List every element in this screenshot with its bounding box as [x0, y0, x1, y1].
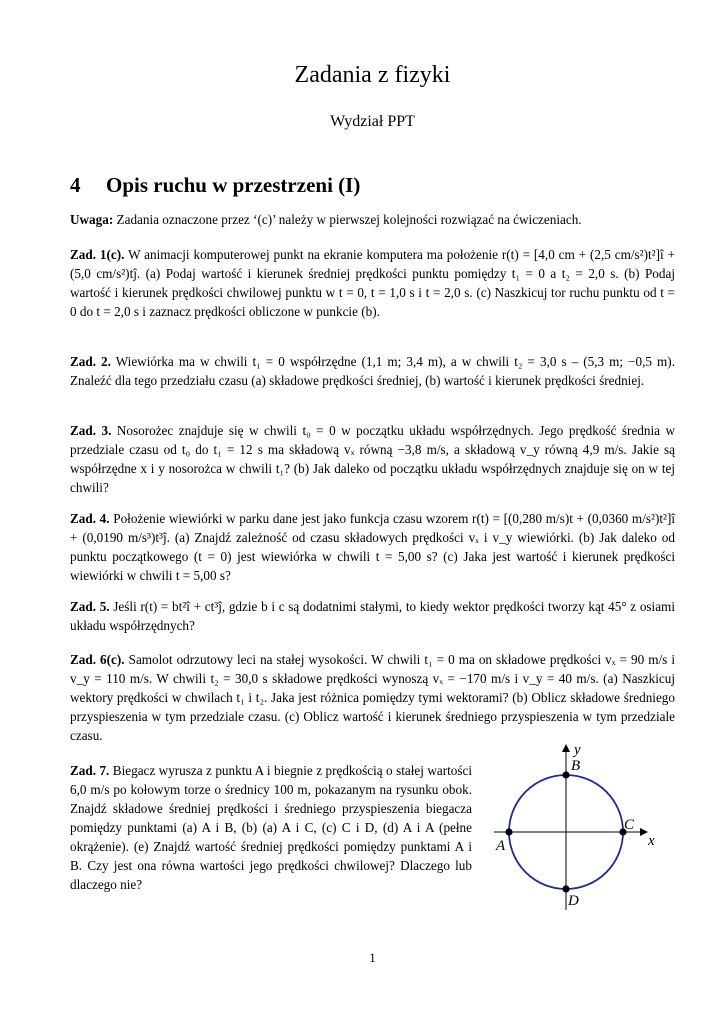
label-c: C: [624, 817, 635, 833]
problem-label: Zad. 1(c).: [70, 247, 125, 262]
section-number: 4: [70, 173, 81, 197]
note-paragraph: [70, 210, 675, 229]
problem-text: Położenie wiewiórki w parku dane jest jako funkcja czasu wzorem r(t) = [(0,280 m/s)t + (0,0360 m/s²)t²]î + (0,0190 m/s³)t³ĵ. (a) Znajdź zależność od czasu składowych prędkości vₓ i v_y wiewiórki. (b) Jak daleko od punktu początkowego (t = 0) jest wiewiórka w chwili t = 5,00 s? (c) Jaka jest wartość i kierunek prędkości wiewiórki w chwili t = 5,00 s?: [70, 511, 676, 583]
label-b: B: [571, 758, 581, 774]
page-number: 1: [369, 950, 376, 965]
point-b: [562, 771, 569, 778]
x-axis-label: x: [648, 833, 655, 849]
problem-label: Zad. 2.: [70, 354, 111, 369]
section-title: Opis ruchu w przestrzeni (I): [106, 173, 361, 197]
point-d: [562, 885, 569, 892]
point-a: [505, 828, 512, 835]
problem-label: Zad. 3.: [70, 423, 112, 438]
problem-label: Zad. 4.: [70, 511, 110, 526]
y-axis-label: y: [574, 742, 581, 758]
note-label: Uwaga:: [70, 212, 114, 227]
problem-text: Nosorożec znajduje się w chwili t₀ = 0 w początku układu współrzędnych. Jego prędkość średnia w przedziale czasu od t₀ do t₁ = 12 s ma składową vₓ równą −3,8 m/s, a składową v_y równą 4,9 m/s. Jakie są współrzędne x i y nosorożca w chwili t₁? (b) Jak daleko od początku układu współrzędnych znajduje się on w tej chwili?: [70, 423, 676, 495]
problem-text: Samolot odrzutowy leci na stałej wysokości. W chwili t₁ = 0 ma on składowe prędkości vₓ = 90 m/s i v_y = 110 m/s. W chwili t₂ = 30,0 s składowe prędkości wynoszą vₓ = −170 m/s i v_y = 40 m/s. (a) Naszkicuj wektory prędkości w chwilach t₁ i t₂. Jaka jest różnica pomiędzy tymi wektorami? (b) Oblicz składowe średniego przyspieszenia w tym przedziale czasu. (c) Oblicz wartość i kierunek średniego przyspieszenia w tym przedziale czasu.: [70, 652, 676, 743]
problem-text: W animacji komputerowej punkt na ekranie komputera ma położenie r(t) = [4,0 cm + (2,5 cm/s²)t²]î + (5,0 cm/s²)tĵ. (a) Podaj wartość i kierunek średniej prędkości punktu pomiędzy t₁ = 0 a t₂ = 2,0 s. (b) Podaj wartość i kierunek prędkości chwilowej punktu w t = 0, t = 1,0 s i t = 2,0 s. (c) Naszkicuj tor ruchu punktu od t = 0 do t = 2,0 s i zaznacz prędkości obliczone w punkcie (b).: [70, 247, 675, 319]
problem-1: [70, 245, 675, 321]
problem-text: Wiewiórka ma w chwili t₁ = 0 współrzędne (1,1 m; 3,4 m), a w chwili t₂ = 3,0 s – (5,3 m; −0,5 m). Znaleźć dla tego przedziału czasu (a) składowe prędkości średniej, (b) wartość i kierunek prędkości średniej.: [70, 354, 675, 388]
problem-4: [70, 509, 675, 585]
label-d: D: [568, 893, 579, 909]
problem-7: [70, 761, 472, 894]
label-a: A: [496, 838, 506, 854]
problem-label: Zad. 6(c).: [70, 652, 125, 667]
problem-6: [70, 650, 675, 745]
problem-2: [70, 352, 675, 390]
problem-3: [70, 421, 675, 497]
section-heading: [70, 173, 360, 198]
problem-text: Jeśli r(t) = bt²î + ct³ĵ, gdzie b i c są dodatnimi stałymi, to kiedy wektor prędkości tworzy kąt 45° z osiami układu współrzędnych?: [70, 599, 675, 633]
document-title: Zadania z fizyki: [294, 62, 451, 88]
note-text: Zadania oznaczone przez ‘(c)’ należy w pierwszej kolejności rozwiązać na ćwiczeniach.: [116, 212, 582, 227]
problem-label: Zad. 7.: [70, 763, 110, 778]
document-subtitle: Wydział PPT: [330, 113, 415, 130]
circular-track-figure: [490, 742, 670, 912]
problem-text: Biegacz wyrusza z punktu A i biegnie z prędkością o stałej wartości 6,0 m/s po kołowym torze o średnicy 100 m, pokazanym na rysunku obok. Znajdź składowe średniej prędkości i średniego przyspieszenia biegacza pomiędzy punktami (a) A i B, (b) (a) A i C, (c) C i D, (d) A i A (pełne okrążenie). (e) Znajdź wartość średniej prędkości pomiędzy punktami A i B. Czy jest ona równa wartości jego prędkości chwilowej? Dlaczego lub dlaczego nie?: [70, 763, 473, 892]
problem-label: Zad. 5.: [70, 599, 110, 614]
problem-5: [70, 597, 675, 635]
